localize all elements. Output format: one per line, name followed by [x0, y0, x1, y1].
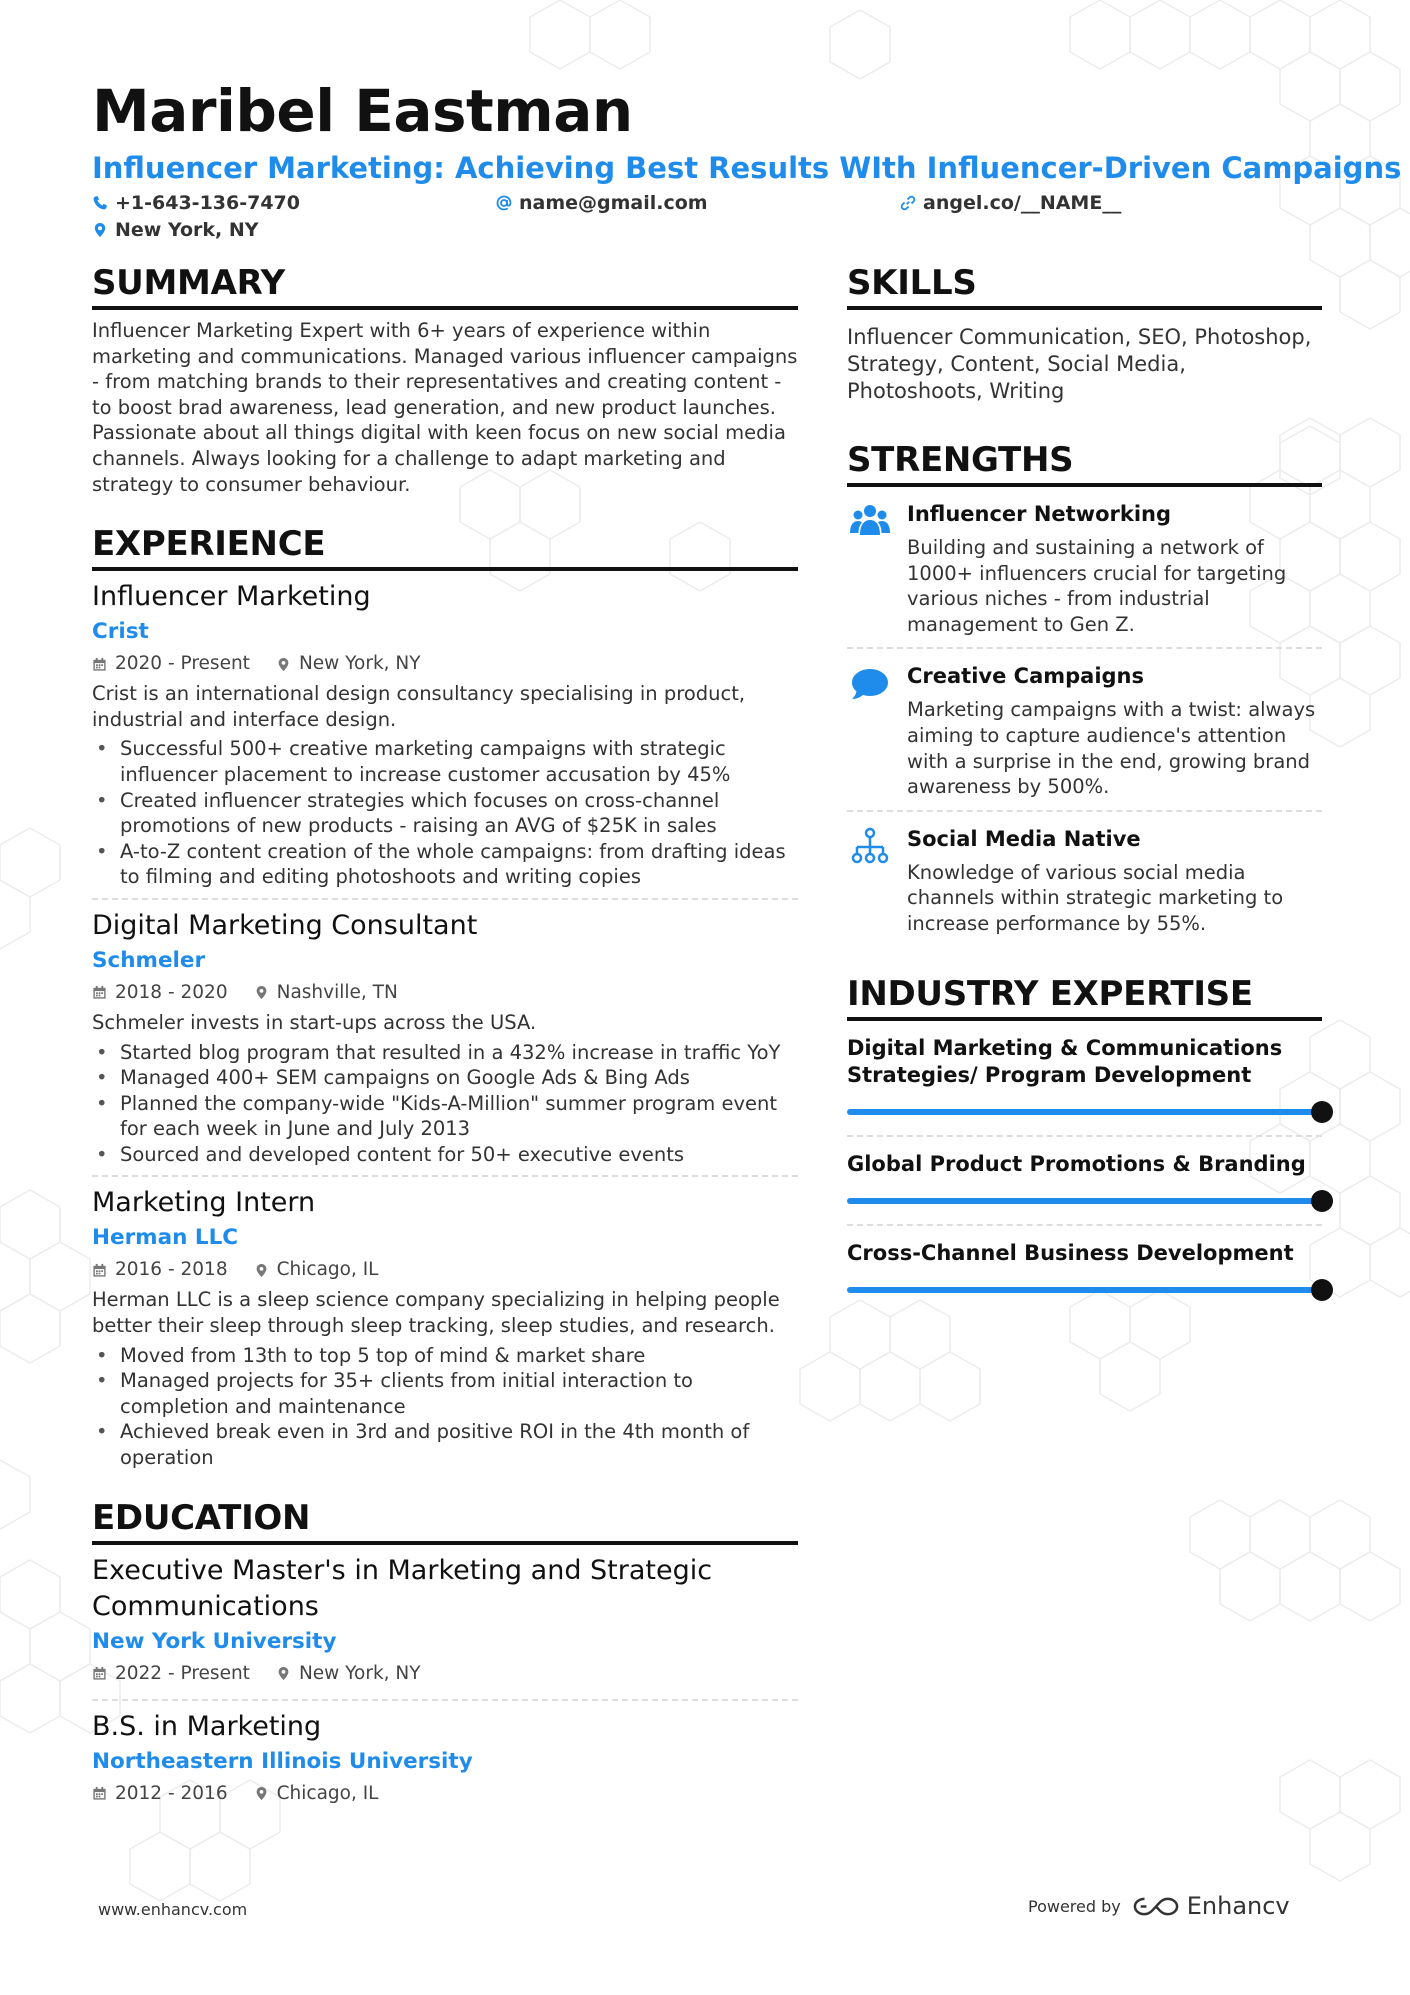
job-dates — [92, 1255, 228, 1285]
achievement-item: • Started blog program that resulted in a 432% increase in traffic YoY — [92, 1040, 798, 1066]
speech-bubble-icon — [850, 663, 890, 703]
job-dates — [92, 649, 250, 679]
achievement-list — [92, 736, 798, 890]
expertise-label: Cross-Channel Business Development — [847, 1240, 1294, 1265]
achievement-item: • Managed 400+ SEM campaigns on Google Ads & Bing Ads — [92, 1065, 798, 1091]
contact-email[interactable] — [496, 192, 708, 214]
achievement-item: • Sourced and developed content for 50+ executive events — [92, 1142, 798, 1168]
expertise-level-bar — [847, 1101, 1322, 1123]
candidate-tagline: Influencer Marketing: Achieving Best Results WIth Influencer-Driven Campaigns — [92, 151, 1402, 185]
dates-text: 2020 - Present — [115, 653, 250, 675]
strength-description: Building and sustaining a network of 1000+ influencers crucial for targeting various niches - from industrial management to Gen Z. — [907, 536, 1287, 636]
skills-list: Influencer Communication, SEO, Photoshop, Strategy, Content, Social Media, Photoshoots, Writing — [847, 325, 1312, 403]
experience-heading: EXPERIENCE — [92, 523, 798, 571]
link-icon — [900, 195, 916, 211]
location-pin-icon — [254, 1263, 269, 1278]
job-meta — [92, 649, 798, 679]
bar-fill — [847, 1198, 1322, 1204]
achievement-item: • Achieved break even in 3rd and positive ROI in the 4th month of operation — [92, 1419, 798, 1470]
candidate-name: Maribel Eastman — [92, 77, 633, 145]
location-text: Chicago, IL — [276, 1782, 379, 1804]
location-pin-icon — [254, 985, 269, 1000]
education-meta — [92, 1779, 798, 1809]
experience-entry — [92, 1177, 798, 1478]
degree-title: Executive Master's in Marketing and Strategic Communications — [92, 1554, 713, 1622]
education-location — [276, 1659, 421, 1689]
at-sign-icon — [496, 195, 512, 211]
achievement-item: • Managed projects for 35+ clients from initial interaction to completion and maintenance — [92, 1368, 798, 1419]
location-text: Nashville, TN — [276, 981, 398, 1003]
strength-item — [847, 487, 1322, 649]
strength-item — [847, 812, 1322, 947]
expertise-item — [847, 1226, 1322, 1313]
experience-entry — [92, 571, 798, 900]
education-location — [254, 1779, 379, 1809]
strength-item — [847, 649, 1322, 811]
summary-heading: SUMMARY — [92, 262, 798, 310]
phone-icon — [92, 195, 108, 211]
education-meta — [92, 1659, 798, 1689]
calendar-icon — [92, 1263, 107, 1278]
bar-fill — [847, 1109, 1322, 1115]
location-pin-icon — [254, 1786, 269, 1801]
location-text: Chicago, IL — [276, 1259, 379, 1281]
industry-expertise-section — [847, 973, 1322, 1313]
achievement-list — [92, 1040, 798, 1168]
company-description: Schmeler invests in start-ups across the USA. — [92, 1010, 537, 1034]
bar-handle — [1311, 1190, 1333, 1212]
bar-handle — [1311, 1101, 1333, 1123]
education-heading: EDUCATION — [92, 1497, 798, 1545]
achievement-item: • Planned the company-wide "Kids-A-Million" summer program event for each week in June and July 2013 — [92, 1091, 798, 1142]
achievement-item: • Successful 500+ creative marketing campaigns with strategic influencer placement to increase customer accusation by 45% — [92, 736, 798, 787]
bar-handle — [1311, 1279, 1333, 1301]
calendar-icon — [92, 657, 107, 672]
bar-fill — [847, 1287, 1322, 1293]
company-name: Herman LLC — [92, 1225, 239, 1251]
education-entry — [92, 1545, 798, 1701]
job-title: Marketing Intern — [92, 1187, 316, 1219]
users-icon — [850, 501, 890, 541]
experience-entry — [92, 900, 798, 1178]
summary-section — [92, 262, 798, 497]
brand-name: Enhancv — [1186, 1892, 1290, 1920]
calendar-icon — [92, 1666, 107, 1681]
expertise-label: Digital Marketing & Communications Strategies/ Program Development — [847, 1035, 1283, 1087]
phone-number: +1-643-136-7470 — [115, 192, 300, 214]
contact-location — [92, 219, 259, 241]
powered-by-label: Powered by — [1028, 1896, 1121, 1916]
footer-website[interactable]: www.enhancv.com — [98, 1900, 248, 1919]
degree-title: B.S. in Marketing — [92, 1710, 322, 1742]
location-text: New York, NY — [115, 219, 259, 241]
dates-text: 2012 - 2016 — [115, 1782, 228, 1804]
dates-text: 2016 - 2018 — [115, 1259, 228, 1281]
dates-text: 2022 - Present — [115, 1662, 250, 1684]
school-name: Northeastern Illinois University — [92, 1748, 473, 1774]
company-name: Schmeler — [92, 947, 206, 973]
expertise-item — [847, 1021, 1322, 1137]
left-column — [92, 262, 798, 1819]
dates-text: 2018 - 2020 — [115, 981, 228, 1003]
calendar-icon — [92, 985, 107, 1000]
job-location — [276, 649, 421, 679]
expertise-level-bar — [847, 1190, 1322, 1212]
skills-heading: SKILLS — [847, 262, 1322, 310]
education-dates — [92, 1779, 228, 1809]
achievement-item: • Created influencer strategies which focuses on cross-channel promotions of new products - raising an AVG of $25K in sales — [92, 788, 798, 839]
location-text: New York, NY — [298, 1662, 421, 1684]
achievement-list — [92, 1343, 798, 1471]
job-meta — [92, 978, 798, 1008]
experience-section — [92, 523, 798, 1478]
right-column — [847, 262, 1322, 1313]
contact-info — [92, 192, 1322, 250]
expertise-label: Global Product Promotions & Branding — [847, 1151, 1306, 1176]
strength-title: Influencer Networking — [907, 502, 1172, 526]
enhancv-logo-icon — [1133, 1895, 1179, 1918]
summary-text: Influencer Marketing Expert with 6+ years of experience within marketing and communications. Managed various influencer campaigns - from matching brands to their representatives and creating content - to boost brad awareness, lead generation, and new product launches. Passionate about all things digital with keen focus on new social media channels. Always looking for a challenge to adapt marketing and strategy to consumer behaviour. — [92, 319, 798, 496]
strength-title: Social Media Native — [907, 826, 1141, 851]
education-section — [92, 1497, 798, 1819]
calendar-icon — [92, 1786, 107, 1801]
skills-section — [847, 262, 1322, 405]
education-entry — [92, 1701, 798, 1819]
contact-phone[interactable] — [92, 192, 300, 214]
company-description: Crist is an international design consultancy specialising in product, industrial and interface design. — [92, 682, 746, 731]
achievement-item: • A-to-Z content creation of the whole campaigns: from drafting ideas to filming and editing photoshoots and writing copies — [92, 839, 798, 890]
school-name: New York University — [92, 1628, 337, 1654]
job-dates — [92, 978, 228, 1008]
footer-branding — [1028, 1892, 1290, 1920]
strength-description: Marketing campaigns with a twist: always aiming to capture audience's attention with a surprise in the end, growing brand awareness by 500%. — [907, 698, 1316, 799]
email-address: name@gmail.com — [519, 192, 708, 214]
job-location — [254, 1255, 379, 1285]
network-icon — [850, 826, 890, 866]
location-pin-icon — [92, 222, 108, 238]
education-dates — [92, 1659, 250, 1689]
company-name: Crist — [92, 619, 149, 645]
strengths-section — [847, 439, 1322, 947]
job-title: Digital Marketing Consultant — [92, 909, 478, 941]
job-location — [254, 978, 398, 1008]
location-pin-icon — [276, 1666, 291, 1681]
enhancv-logo[interactable] — [1133, 1892, 1290, 1920]
website-url: angel.co/__NAME__ — [923, 192, 1122, 214]
expertise-item — [847, 1137, 1322, 1226]
job-title: Influencer Marketing — [92, 581, 371, 613]
expertise-level-bar — [847, 1279, 1322, 1301]
company-description: Herman LLC is a sleep science company specializing in helping people better their sleep through sleep tracking, sleep studies, and research. — [92, 1288, 780, 1338]
strengths-heading: STRENGTHS — [847, 439, 1322, 487]
location-pin-icon — [276, 657, 291, 672]
contact-website[interactable] — [900, 192, 1121, 214]
job-meta — [92, 1255, 798, 1285]
location-text: New York, NY — [298, 653, 421, 675]
resume-content — [92, 76, 1402, 1804]
strength-description: Knowledge of various social media channels within strategic marketing to increase performance by 55%. — [907, 860, 1284, 935]
industry-expertise-heading: INDUSTRY EXPERTISE — [847, 973, 1322, 1021]
strength-title: Creative Campaigns — [907, 664, 1145, 689]
achievement-item: • Moved from 13th to top 5 top of mind & market share — [92, 1343, 798, 1369]
